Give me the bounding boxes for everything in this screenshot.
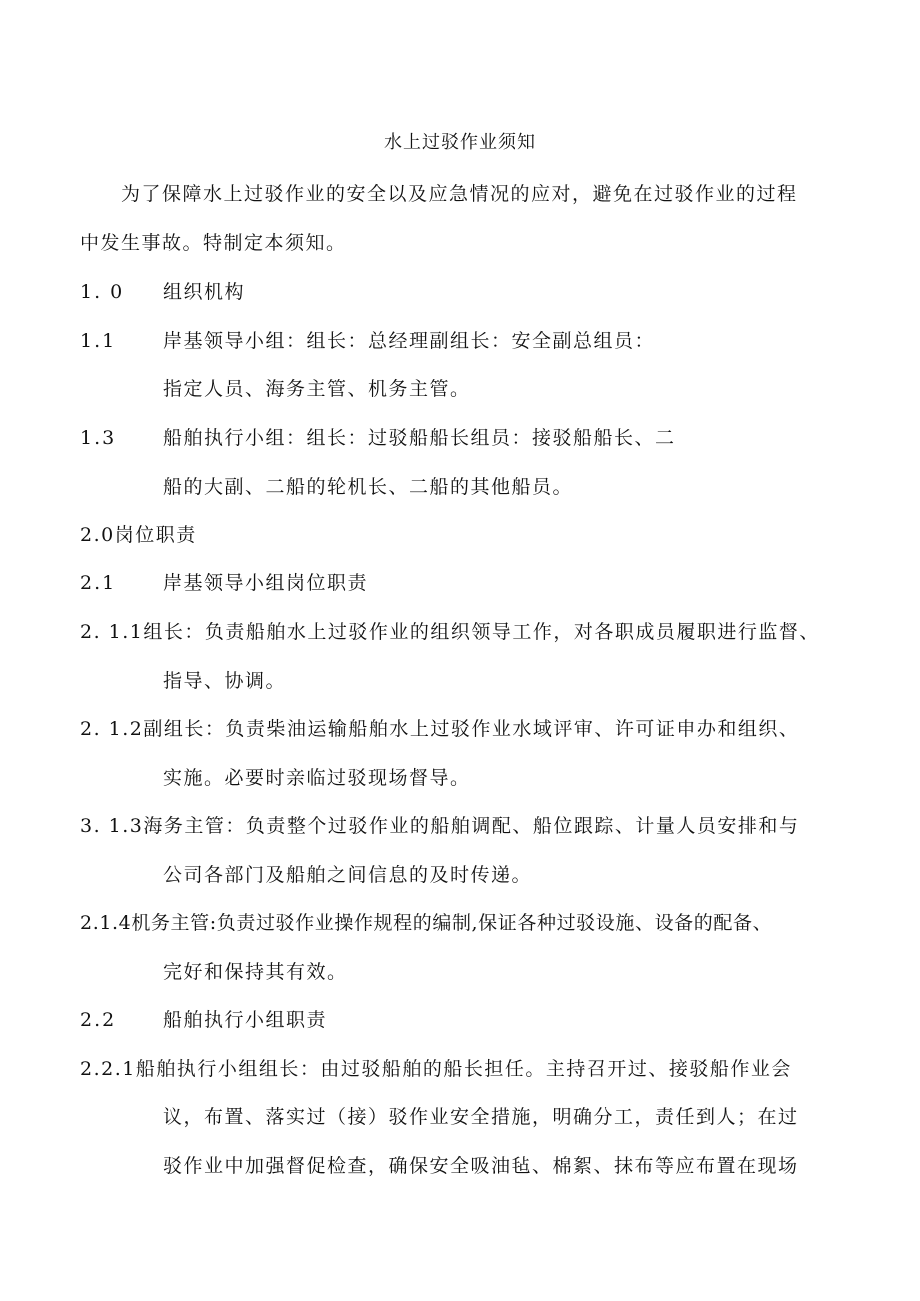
paragraph-line: 2. 1.2副组长：负责柴油运输船舶水上过驳作业水域评审、许可证申办和组织、 (80, 718, 800, 740)
paragraph-line: 3. 1.3海务主管：负责整个过驳作业的船舶调配、船位跟踪、计量人员安排和与 (80, 815, 800, 837)
intro-line-2: 中发生事故。特制定本须知。 (80, 232, 347, 254)
section-number: 2.1 (80, 572, 117, 594)
section-number: 2.2 (80, 1009, 117, 1031)
paragraph-line: 指定人员、海务主管、机务主管。 (163, 378, 471, 400)
section-heading: 组织机构 (163, 281, 246, 303)
section-number: 1.3 (80, 427, 117, 449)
intro-line-1: 为了保障水上过驳作业的安全以及应急情况的应对，避免在过驳作业的过程 (121, 183, 798, 205)
paragraph-line: 2. 1.1组长：负责船舶水上过驳作业的组织领导工作，对各职成员履职进行监督、 (80, 621, 820, 643)
paragraph-line: 船的大副、二船的轮机长、二船的其他船员。 (163, 476, 574, 498)
page-title: 水上过驳作业须知 (384, 132, 536, 153)
paragraph-line: 船舶执行小组：组长：过驳船船长组员：接驳船船长、二 (163, 427, 676, 449)
section-heading: 岸基领导小组岗位职责 (163, 572, 369, 594)
paragraph-line: 公司各部门及船舶之间信息的及时传递。 (163, 864, 533, 886)
paragraph-line: 2.1.4机务主管:负责过驳作业操作规程的编制,保证各种过驳设施、设备的配备、 (80, 912, 773, 934)
paragraph-line: 驳作业中加强督促检查，确保安全吸油毡、棉絮、抹布等应布置在现场 (163, 1155, 799, 1177)
paragraph-line: 指导、协调。 (163, 670, 287, 692)
section-number: 1. 0 (80, 281, 125, 303)
paragraph-line: 2.2.1船舶执行小组组长：由过驳船舶的船长担任。主持召开过、接驳船作业会 (80, 1058, 792, 1080)
paragraph-line: 岸基领导小组：组长：总经理副组长：安全副总组员： (163, 330, 656, 352)
section-heading: 船舶执行小组职责 (163, 1009, 328, 1031)
paragraph-line: 议，布置、落实过（接）驳作业安全措施，明确分工，责任到人；在过 (163, 1106, 799, 1128)
section-heading: 2.0岗位职责 (80, 524, 197, 546)
section-number: 1.1 (80, 330, 117, 352)
paragraph-line: 完好和保持其有效。 (163, 961, 348, 983)
paragraph-line: 实施。必要时亲临过驳现场督导。 (163, 767, 471, 789)
